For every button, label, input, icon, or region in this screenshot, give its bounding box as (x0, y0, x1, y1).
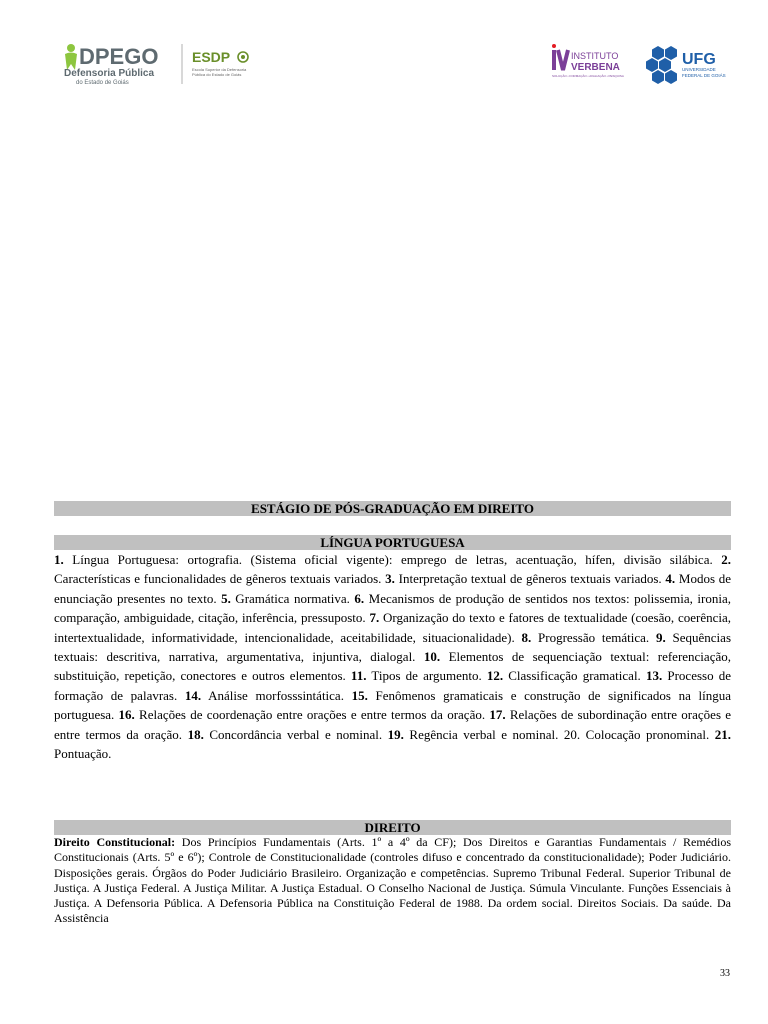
partners-logo (548, 40, 738, 86)
item-number: 3. (385, 571, 395, 587)
direito-body (54, 835, 731, 927)
page-header (62, 40, 738, 90)
dpego-wordmark: DPEGO (79, 44, 159, 69)
page-number: 33 (720, 968, 730, 979)
dpego-subtitle-1: Defensoria Pública (64, 68, 155, 79)
esdp-seal-icon (238, 52, 248, 62)
item-text: Processo de formação de palavras. (54, 668, 731, 703)
item-number: 15. (351, 687, 368, 703)
item-text: Classificação gramatical. (503, 668, 646, 684)
item-text: Língua Portuguesa: ortografia. (Sistema oficial vigente): emprego de letras, acentuação, hífen, divisão silábica. (63, 552, 722, 567)
verbena-tagline: SOLUÇÃO • FORMAÇÃO • AVALIAÇÃO • PESQUISA (552, 74, 624, 78)
item-number: 2. (721, 552, 731, 567)
portugues-heading: LÍNGUA PORTUGUESA (54, 535, 731, 550)
direito-lead: Direito Constitucional: (54, 835, 176, 849)
item-number: 11. (350, 668, 367, 684)
item-text: Elementos de sequenciação textual: referenciação, substituição, repetição, conectores e outros elementos. (54, 649, 731, 684)
item-number: 10. (423, 649, 441, 665)
item-number: 5. (221, 590, 231, 606)
item-text: Características e funcionalidades de gêneros textuais variados. (54, 571, 386, 587)
item-text: Mecanismos de produção de sentidos nos textos: polissemia, ironia, comparação, ambiguidade, citação, inferência, pressuposto. (54, 590, 731, 626)
item-text: Relações de subordinação entre orações e entre termos da oração. (54, 707, 732, 742)
portugues-body (54, 550, 731, 763)
item-number: 13. (645, 668, 663, 684)
esdp-caption-2: Pública do Estado de Goiás (192, 72, 242, 77)
item-text: Concordância verbal e nominal. (203, 726, 388, 742)
item-number: 16. (118, 707, 135, 723)
item-text: Modos de enunciação presentes no texto. (54, 571, 732, 606)
item-text: Regência verbal e nominal. 20. Colocação pronominal. (403, 726, 715, 742)
item-number: 19. (387, 726, 404, 742)
item-number: 9. (655, 629, 666, 645)
item-number: 4. (665, 571, 676, 587)
item-number: 7. (369, 610, 380, 626)
item-text: Relações de coordenação entre orações e entre termos da oração. (134, 707, 490, 723)
item-number: 1. (54, 552, 64, 567)
ufg-line-2: FEDERAL DE GOIÁS (682, 73, 726, 78)
item-text: Tipos de argumento. (366, 668, 487, 684)
item-number: 17. (489, 707, 506, 723)
direito-section (54, 820, 731, 927)
item-number: 14. (184, 687, 202, 703)
item-text: Interpretação textual de gêneros textuais variados. (394, 571, 666, 587)
dpego-figure-icon (65, 44, 77, 70)
verbena-line-1: INSTITUTO (571, 51, 619, 61)
dpego-esdp-logo (62, 40, 252, 86)
ufg-wordmark: UFG (682, 51, 716, 68)
item-number: 6. (354, 590, 365, 606)
ufg-hexagon-icon (646, 46, 677, 84)
page-title: ESTÁGIO DE PÓS-GRADUAÇÃO EM DIREITO (54, 501, 731, 516)
direito-text: Dos Princípios Fundamentais (Arts. 1º a 4º da CF); Dos Direitos e Garantias Fundamentais / Remédios Constitucionais (Arts. 5º e 6º); Controle de Constitucionalidade (controles difuso e concentrado da constitucionalidade); Poder Judiciário. Disposições gerais. Órgãos do Poder Judiciário Brasileiro. Organização e competências. Supremo Tribunal Federal. Superior Tribunal de Justiça. A Justiça Federal. A Justiça Militar. A Justiça Estadual. O Conselho Nacional de Justiça. Súmula Vinculante. Funções Essenciais à Justiça. A Defensoria Pública. A Defensoria Pública na Constituição Federal de 1988. Da ordem social. Direitos Sociais. Da saúde. Da Assistência (54, 835, 731, 926)
item-text: Progressão temática. (531, 629, 656, 645)
esdp-wordmark: ESDP (192, 49, 231, 65)
item-text: Pontuação. (54, 746, 112, 762)
item-text: Sequências textuais: descritiva, narrativa, argumentativa, injuntiva, dialogal. (54, 629, 731, 665)
item-number: 21. (714, 726, 731, 742)
verbena-iv-icon (552, 44, 568, 70)
portugues-section (54, 535, 731, 763)
direito-heading: DIREITO (54, 820, 731, 835)
item-text: Organização do texto e fatores de textualidade (coesão, coerência, intertextualidade, informatividade, intencionalidade, aceitabilidade, situacionalidade). (54, 610, 731, 645)
dpego-subtitle-2: do Estado de Goiás (76, 80, 129, 86)
esdp-caption-1: Escola Superior da Defensoria (192, 67, 247, 72)
item-text: Gramática normativa. (230, 590, 355, 606)
item-text: Análise morfosssintática. (201, 687, 352, 703)
item-text: Fenômenos gramaticais e construção de significados na língua portuguesa. (54, 687, 731, 723)
item-number: 12. (486, 668, 504, 684)
item-number: 18. (187, 726, 204, 742)
item-number: 8. (521, 629, 532, 645)
verbena-line-2: VERBENA (571, 62, 620, 73)
ufg-line-1: UNIVERSIDADE (682, 67, 716, 72)
main-title-section (54, 501, 731, 516)
